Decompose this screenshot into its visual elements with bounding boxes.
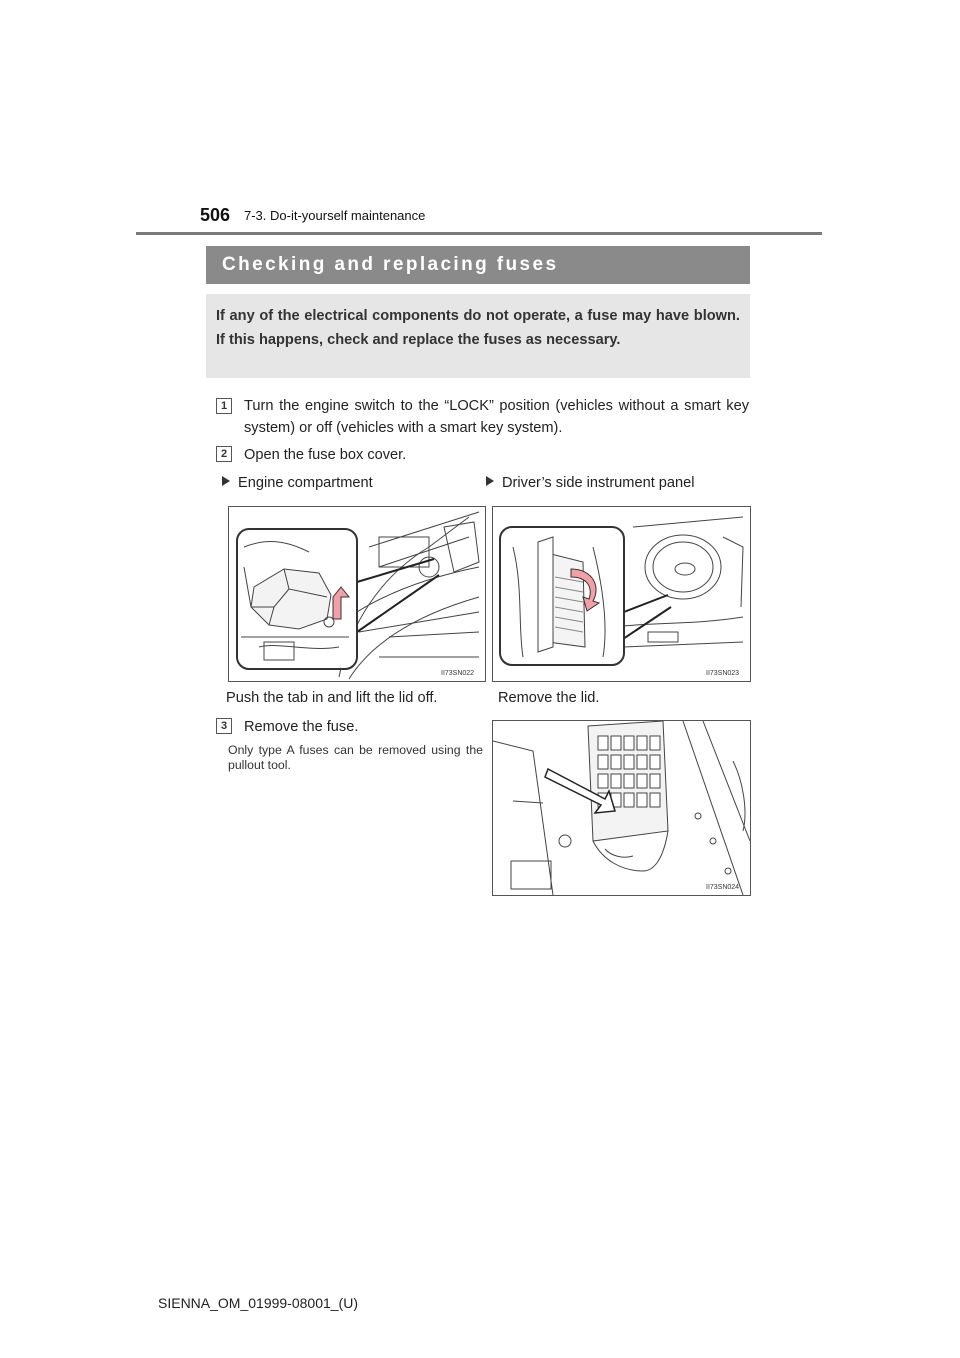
step-3-number: 3 [216, 718, 232, 734]
engine-heading-label: Engine compartment [238, 475, 373, 491]
header-rule [136, 232, 822, 235]
step-1-number: 1 [216, 398, 232, 414]
intro-box [206, 294, 750, 378]
triangle-right-icon [222, 476, 230, 486]
step-3-note: Only type A fuses can be removed using the pullout tool. [228, 743, 483, 772]
figure-code-1: II73SN022 [441, 670, 475, 677]
intro-text: If any of the electrical components do not operate, a fuse may have blown. If this happens, check and replace the fuses as necessary. [216, 308, 740, 348]
page-number: 506 [200, 205, 231, 225]
page-title: Checking and replacing fuses [222, 254, 559, 275]
driver-heading [486, 475, 695, 491]
instrument-illustration-svg [493, 507, 750, 681]
figure-code-3: II73SN024 [706, 884, 740, 891]
driver-caption: Remove the lid. [498, 690, 600, 706]
step-1-text: Turn the engine switch to the “LOCK” position (vehicles without a smart key system) or off (vehicles with a smart key system). [244, 398, 749, 436]
engine-illustration-svg [229, 507, 485, 681]
instrument-panel-illustration [492, 506, 751, 682]
title-bar [206, 246, 750, 284]
engine-compartment-illustration [228, 506, 486, 682]
engine-caption: Push the tab in and lift the lid off. [226, 690, 438, 706]
step-3-text: Remove the fuse. [244, 719, 359, 735]
fuse-illustration-svg [493, 721, 750, 895]
section-title: 7-3. Do-it-yourself maintenance [244, 208, 426, 223]
footer-document-id: SIENNA_OM_01999-08001_(U) [158, 1295, 358, 1311]
triangle-right-icon [486, 476, 494, 486]
figure-code-2: II73SN023 [706, 670, 740, 677]
engine-heading [222, 475, 373, 491]
fuse-removal-illustration [492, 720, 751, 896]
step-2-text: Open the fuse box cover. [244, 447, 407, 463]
step-2-number: 2 [216, 446, 232, 462]
driver-heading-label: Driver’s side instrument panel [502, 475, 695, 491]
